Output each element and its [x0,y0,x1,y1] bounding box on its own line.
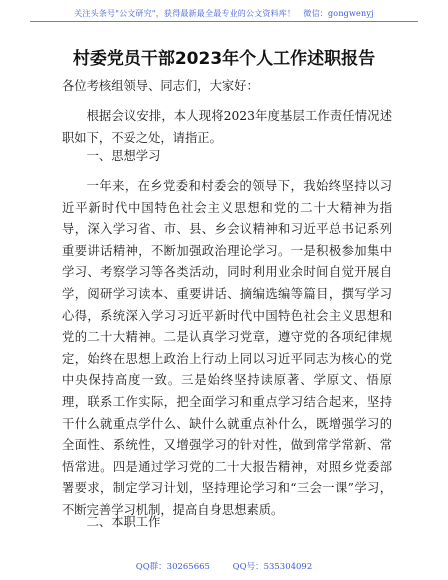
footer-qq: QQ号：535304092 [232,562,313,572]
footer-qq-group: QQ群：30265665 [135,562,210,572]
header-divider [30,21,418,22]
document-title: 村委党员干部2023年个人工作述职报告 [72,49,376,69]
intro-paragraph: 根据会议安排，本人现将2023年度基层工作责任情况述职如下，不妥之处，请指正。 [62,109,392,145]
body-paragraph-1: 一年来，在乡党委和村委会的领导下，我始终坚持以习近平新时代中国特色社会主义思想和党的二十大精神为指导，深入学习省、市、县、乡会议精神和习近平总书记系列重要讲话精神，不断加强政治理论学习。一是积极参加集中学习、考察学习等各类活动，同时利用业余时间自觉开展自学，阅研学习读本、重要讲话、摘编选编等篇目，撰写学习心得，系统深入学习习近平新时代中国特色社会主义思想和党的二十大精神。二是认真学习党章，遵守党的各项纪律规定，始终在思想上政治上行动上同以习近平同志为核心的党中央保持高度一致。三是始终坚持读原著、学原文、悟原理，联系工作实际，把全面学习和重点学习结合起来，坚持干什么就重点学什么、缺什么就重点补什么，既增强学习的全面性、系统性，又增强学习的针对性，做到常学常新、常悟常进。四是通过学习党的二十大报告精神，对照乡党委部署要求，制定学习计划，坚持理论学习和“三会一课”学习，不断完善学习机制，提高自身思想素质。 [62,179,392,517]
section-heading-1: 一、思想学习 [86,149,161,163]
footer-contact [0,560,448,572]
salutation: 各位考核组领导、同志们，大家好： [62,79,259,93]
section-heading-2: 二、本职工作 [86,515,161,529]
header-promo-note: 关注头条号"公文研究"，获得最新最全最专业的公文资料库！ 微信：gongwenyj [74,9,374,18]
